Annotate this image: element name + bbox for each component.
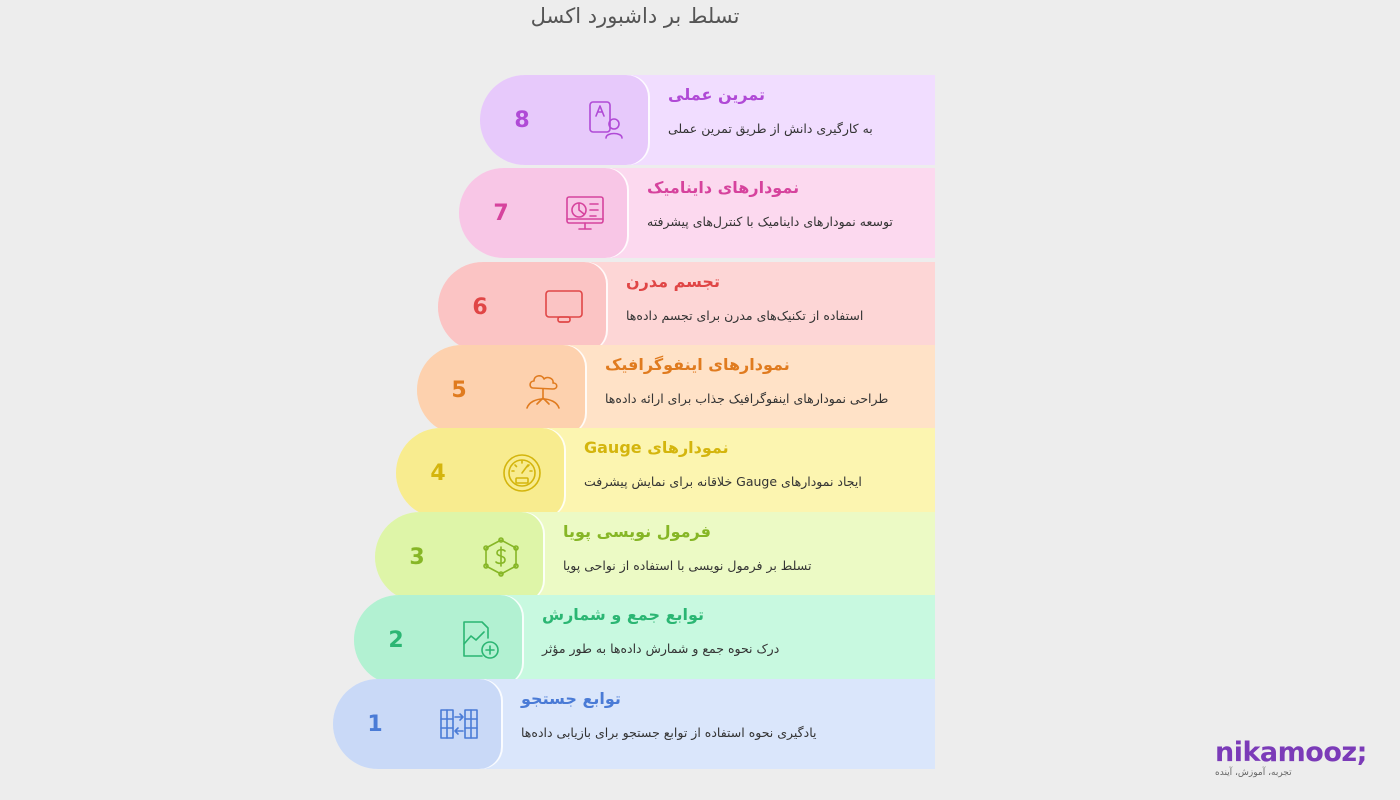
- step-number: 6: [438, 262, 522, 352]
- step-number: 8: [480, 75, 564, 165]
- step-3: [375, 512, 935, 602]
- step-text: [584, 428, 927, 518]
- gauge-icon: [480, 428, 564, 518]
- step-title: نمودارهای داینامیک: [647, 178, 800, 197]
- step-description: یادگیری نحوه استفاده از توابع جستجو برای بازیابی داده‌ها: [521, 725, 817, 740]
- dollar-network-icon: [459, 512, 543, 602]
- step-text: [563, 512, 927, 602]
- step-8: [480, 75, 935, 165]
- step-title: فرمول نویسی پویا: [563, 522, 711, 541]
- step-text: [542, 595, 927, 685]
- step-title: توابع جستجو: [521, 689, 621, 708]
- diagram-title: تسلط بر داشبورد اکسل: [530, 4, 740, 28]
- step-text: [521, 679, 927, 769]
- logo-brand: nikamooz;: [1215, 737, 1367, 768]
- step-description: تسلط بر فرمول نویسی با استفاده از نواحی پویا: [563, 558, 812, 573]
- step-2: [354, 595, 935, 685]
- step-description: استفاده از تکنیک‌های مدرن برای تجسم داده‌ها: [626, 308, 864, 323]
- step-description: توسعه نمودارهای داینامیک با کنترل‌های پیشرفته: [647, 214, 893, 229]
- monitor-icon: [522, 262, 606, 352]
- step-title: توابع جمع و شمارش: [542, 605, 705, 624]
- step-5: [417, 345, 935, 435]
- cloud-tree-icon: [501, 345, 585, 435]
- step-description: ایجاد نمودارهای Gauge خلاقانه برای نمایش پیشرفت: [584, 474, 862, 489]
- step-description: به کارگیری دانش از طریق تمرین عملی: [668, 121, 873, 136]
- step-text: [668, 75, 927, 165]
- step-title: نمودارهای اینفوگرافیک: [605, 355, 790, 374]
- step-6: [438, 262, 935, 352]
- step-text: [626, 262, 927, 352]
- user-practice-icon: [564, 75, 648, 165]
- step-title: نمودارهای Gauge: [584, 438, 729, 457]
- step-number: 4: [396, 428, 480, 518]
- step-1: [333, 679, 935, 769]
- step-number: 3: [375, 512, 459, 602]
- dashboard-monitor-icon: [543, 168, 627, 258]
- step-number: 7: [459, 168, 543, 258]
- step-description: طراحی نمودارهای اینفوگرافیک جذاب برای ارائه داده‌ها: [605, 391, 889, 406]
- step-number: 2: [354, 595, 438, 685]
- step-description: درک نحوه جمع و شمارش داده‌ها به طور مؤثر: [542, 641, 780, 656]
- step-title: تجسم مدرن: [626, 272, 720, 291]
- nikamooz-logo: [1215, 738, 1365, 778]
- step-number: 1: [333, 679, 417, 769]
- table-lookup-icon: [417, 679, 501, 769]
- chart-add-icon: [438, 595, 522, 685]
- step-text: [605, 345, 927, 435]
- step-4: [396, 428, 935, 518]
- step-title: تمرین عملی: [668, 85, 766, 104]
- step-text: [647, 168, 927, 258]
- step-7: [459, 168, 935, 258]
- logo-tagline: تجربه، آموزش، آینده: [1215, 768, 1292, 778]
- step-number: 5: [417, 345, 501, 435]
